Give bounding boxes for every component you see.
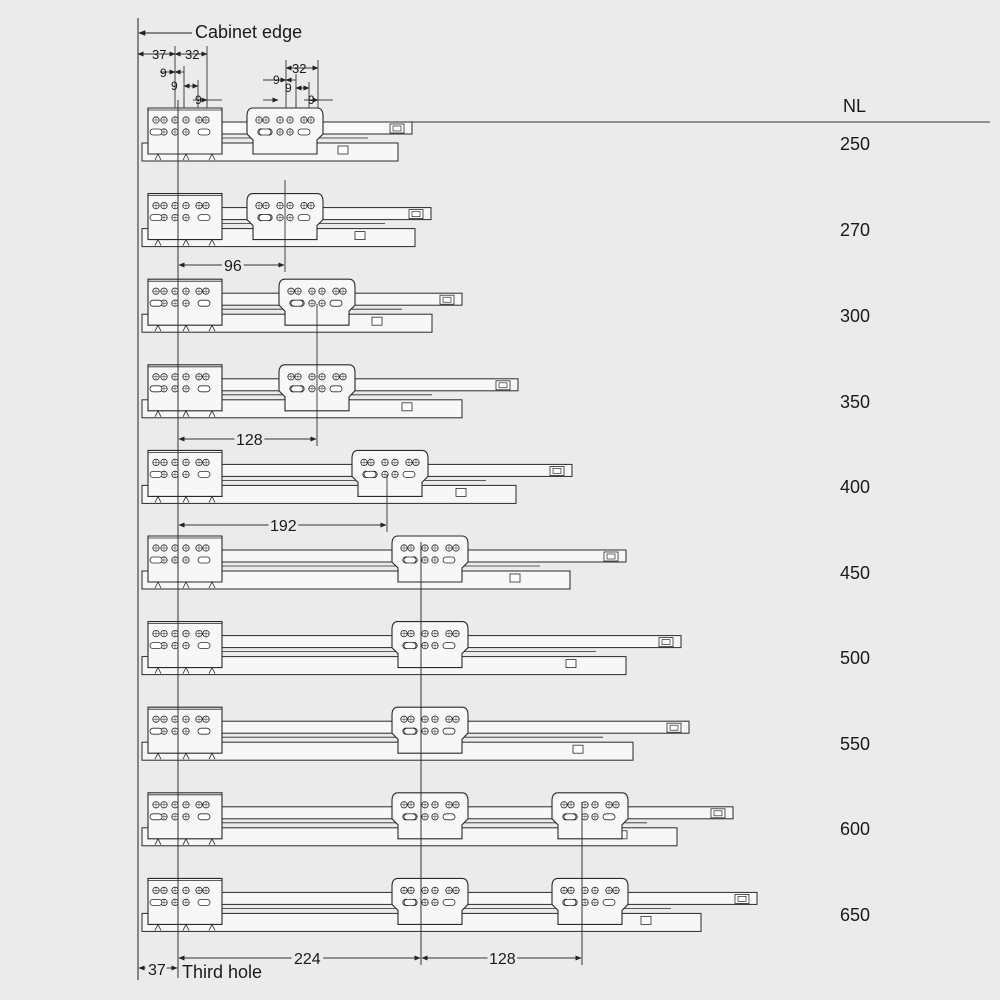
dim-128-bottom: 128 [489,951,516,968]
rail-row-300 [142,279,462,332]
rail-row-350 [142,365,518,418]
rail-row-650 [142,878,757,931]
rear-bracket [247,108,323,154]
nl-value-550: 550 [840,734,871,754]
nl-header: NL [843,96,867,116]
rail-row-270 [142,194,431,247]
rear-bracket [392,793,468,839]
rail-row-550 [142,707,689,760]
dim-9-a: 9 [160,66,167,80]
dim-32-top-right: 32 [292,61,307,76]
dim-128-mid: 128 [236,432,263,449]
dim-37-top: 37 [152,47,167,62]
dim-192: 192 [270,518,297,535]
front-mount-block [148,450,222,502]
dim-9-d: 9 [273,73,280,87]
third-hole-label: Third hole [182,962,263,982]
nl-column [840,134,870,925]
rail-row-500 [142,622,681,675]
dim-9-c: 9 [195,93,202,107]
nl-value-650: 650 [840,905,871,925]
rear-bracket [392,622,468,668]
rail-row-400 [142,450,572,503]
rail-row-250 [142,108,412,161]
front-mount-block [148,365,222,417]
rear-bracket [552,793,628,839]
front-mount-block [148,108,222,160]
dim-9-f: 9 [308,93,315,107]
rear-bracket [352,450,428,496]
nl-value-300: 300 [840,306,871,326]
cabinet-edge-label: Cabinet edge [195,22,303,42]
front-mount-block [148,793,222,845]
dim-224: 224 [294,951,321,968]
rail-row-450 [142,536,626,589]
front-mount-block [148,279,222,331]
front-mount-block [148,536,222,588]
front-mount-block [148,194,222,246]
nl-value-270: 270 [840,220,871,240]
nl-value-400: 400 [840,477,871,497]
rear-bracket [392,536,468,582]
nl-value-600: 600 [840,819,871,839]
front-mount-block [148,878,222,930]
rear-bracket [392,878,468,924]
dim-37-bottom: 37 [148,962,166,979]
dim-32-top-left: 32 [185,47,200,62]
nl-value-450: 450 [840,563,871,583]
nl-value-350: 350 [840,392,871,412]
front-mount-block [148,622,222,674]
rear-bracket [552,878,628,924]
nl-value-500: 500 [840,648,871,668]
nl-value-250: 250 [840,134,871,154]
rails-group [142,108,757,931]
dim-9-e: 9 [285,81,292,95]
front-mount-block [148,707,222,759]
dim-9-b: 9 [171,79,178,93]
rear-bracket [392,707,468,753]
rail-row-600 [142,793,733,846]
dim-96: 96 [224,258,242,275]
